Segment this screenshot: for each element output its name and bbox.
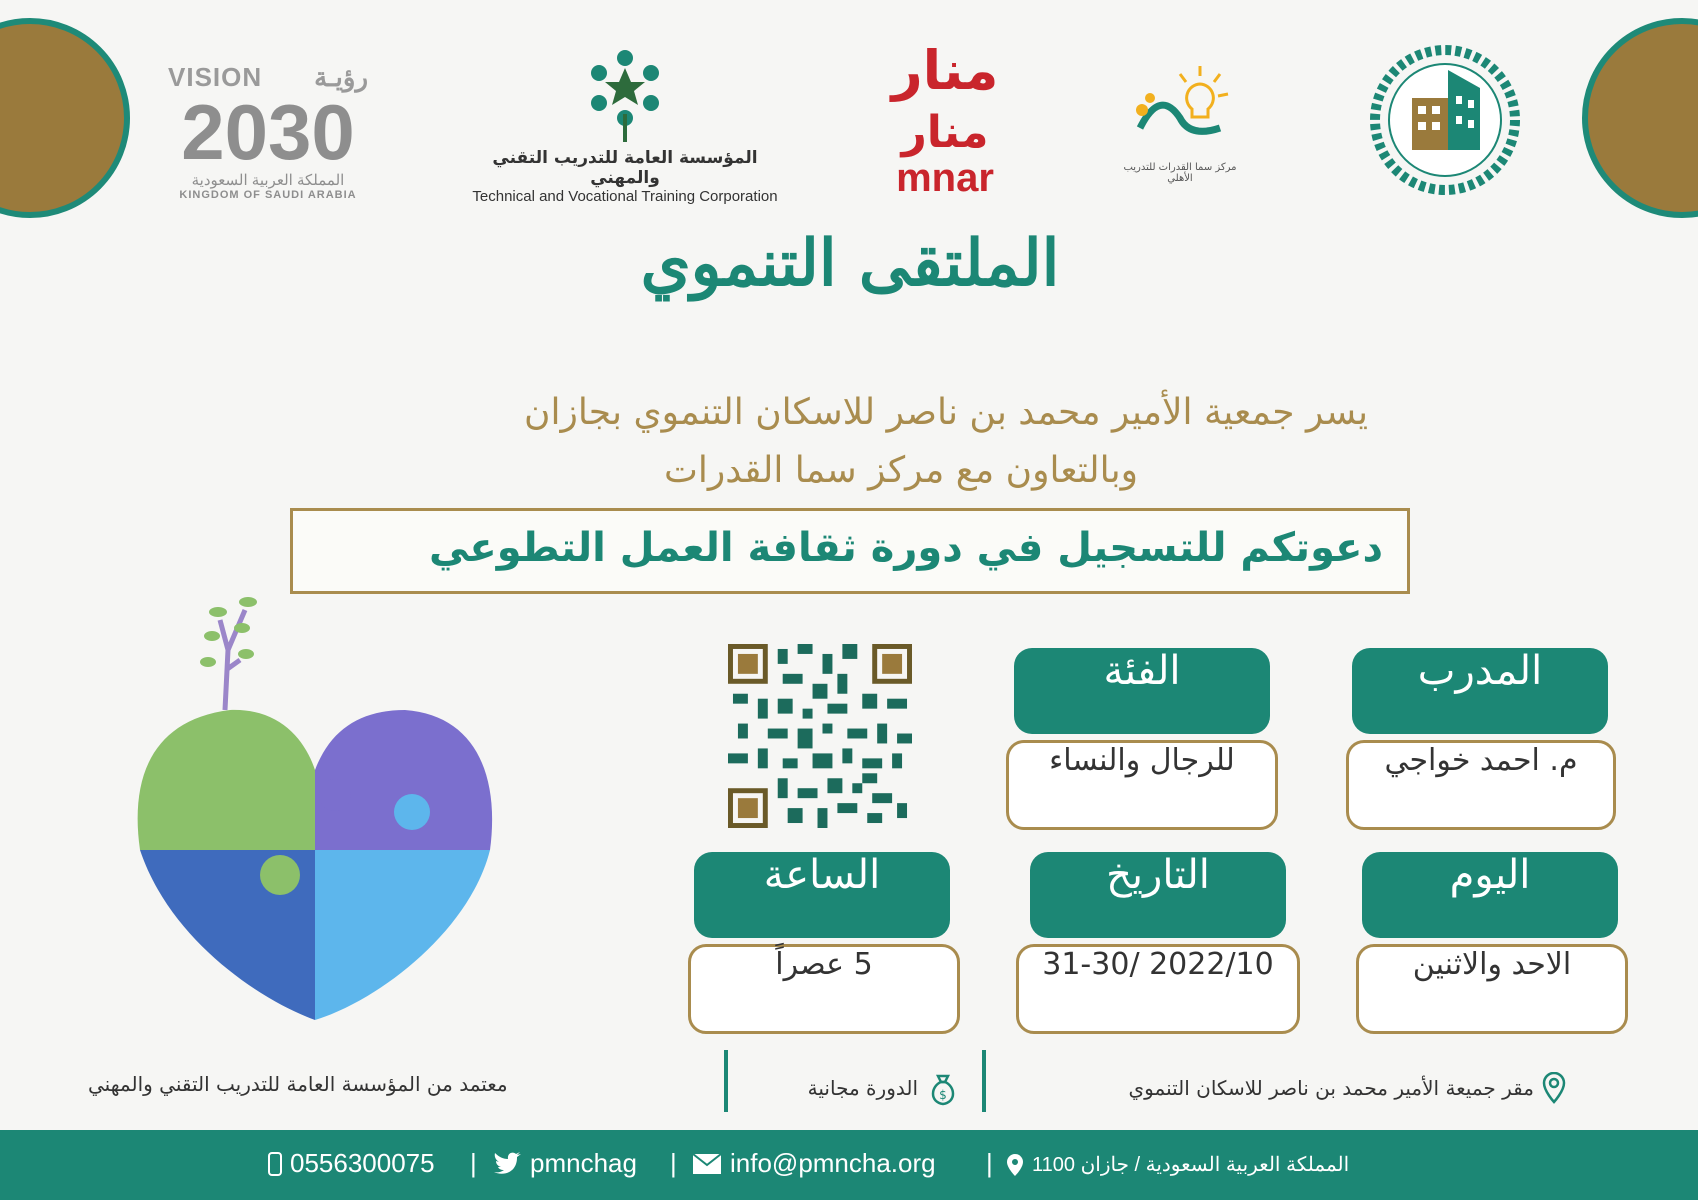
vision-year: 2030 — [181, 88, 355, 176]
trainer-label: المدرب — [1352, 648, 1608, 734]
location-text: مقر جميعة الأمير محمد بن ناصر للاسكان التنموي — [1128, 1076, 1534, 1100]
category-label: الفئة — [1014, 648, 1270, 734]
phone-item — [268, 1148, 435, 1179]
day-label: اليوم — [1362, 852, 1618, 938]
address-item — [1006, 1152, 1349, 1177]
free-item — [808, 1070, 958, 1106]
phone-icon — [268, 1152, 282, 1176]
lightbulb-icon — [1120, 58, 1240, 158]
date-label: التاريخ — [1030, 852, 1286, 938]
separator: | — [670, 1148, 677, 1178]
time-value: 5 عصراً — [688, 944, 960, 1034]
tvtc-star-icon — [580, 44, 670, 144]
email-address[interactable]: info@pmncha.org — [730, 1148, 936, 1178]
divider — [982, 1050, 986, 1112]
day-value: الاحد والاثنين — [1356, 944, 1628, 1034]
address-text: المملكة العربية السعودية / جازان 1100 — [1032, 1154, 1350, 1176]
sama-caption: مركز سما القدرات للتدريب الأهلي — [1123, 162, 1237, 184]
time-label: الساعة — [694, 852, 950, 938]
intro-line-1: يسر جمعية الأمير محمد بن ناصر للاسكان التنموي بجازان — [524, 392, 1368, 433]
vision-2030-logo — [168, 62, 368, 201]
tvtc-logo — [460, 44, 790, 205]
mnar-name-en: mnar — [896, 156, 994, 200]
event-title: الملتقى التنموي — [640, 226, 1060, 301]
contact-bar — [0, 1130, 1698, 1200]
free-text: الدورة مجانية — [807, 1076, 918, 1100]
accredited-text: معتمد من المؤسسة العامة للتدريب التقني والمهني — [88, 1072, 508, 1096]
phone-number[interactable]: 0556300075 — [290, 1148, 435, 1178]
email-icon — [692, 1153, 722, 1175]
location-pin-icon — [1006, 1153, 1024, 1177]
svg-text:$: $ — [939, 1088, 947, 1102]
location-item — [1129, 1072, 1566, 1104]
trainer-value: م. احمد خواجي — [1346, 740, 1616, 830]
separator: | — [470, 1148, 477, 1178]
date-value: 2022/10 /31-30 — [1016, 944, 1300, 1034]
twitter-icon — [492, 1152, 522, 1176]
vision-word: VISION — [168, 62, 263, 92]
qr-code[interactable] — [728, 644, 912, 828]
invitation-text: دعوتكم للتسجيل في دورة ثقافة العمل التطوعي — [428, 525, 1383, 571]
intro-line-2: وبالتعاون مع مركز سما القدرات — [663, 450, 1138, 491]
corner-decoration-left — [0, 18, 130, 218]
kingdom-en: KINGDOM OF SAUDI ARABIA — [179, 189, 357, 201]
twitter-handle[interactable]: pmnchag — [530, 1148, 637, 1178]
corner-decoration-right — [1582, 18, 1698, 218]
mnar-logo — [870, 34, 1020, 198]
association-logo — [1360, 40, 1530, 204]
tvtc-name-ar: المؤسسة العامة للتدريب التقني والمهني — [492, 148, 758, 188]
mnar-name-ar: منار — [901, 107, 989, 158]
building-emblem-icon — [1360, 40, 1530, 200]
tvtc-name-en: Technical and Vocational Training Corporation — [472, 188, 778, 205]
kingdom-ar: المملكة العربية السعودية — [191, 172, 345, 189]
money-bag-icon — [928, 1070, 958, 1106]
heart-puzzle-illustration — [130, 570, 510, 1040]
twitter-item — [492, 1148, 637, 1179]
location-pin-icon — [1542, 1072, 1566, 1104]
separator: | — [986, 1148, 993, 1178]
vision-word-ar: رؤيـة — [314, 62, 368, 92]
sama-logo — [1110, 58, 1250, 184]
category-value: للرجال والنساء — [1006, 740, 1278, 830]
divider — [724, 1050, 728, 1112]
email-item — [692, 1148, 936, 1179]
sapling-icon — [200, 597, 257, 710]
mnar-logo-mark: منار — [891, 39, 999, 102]
